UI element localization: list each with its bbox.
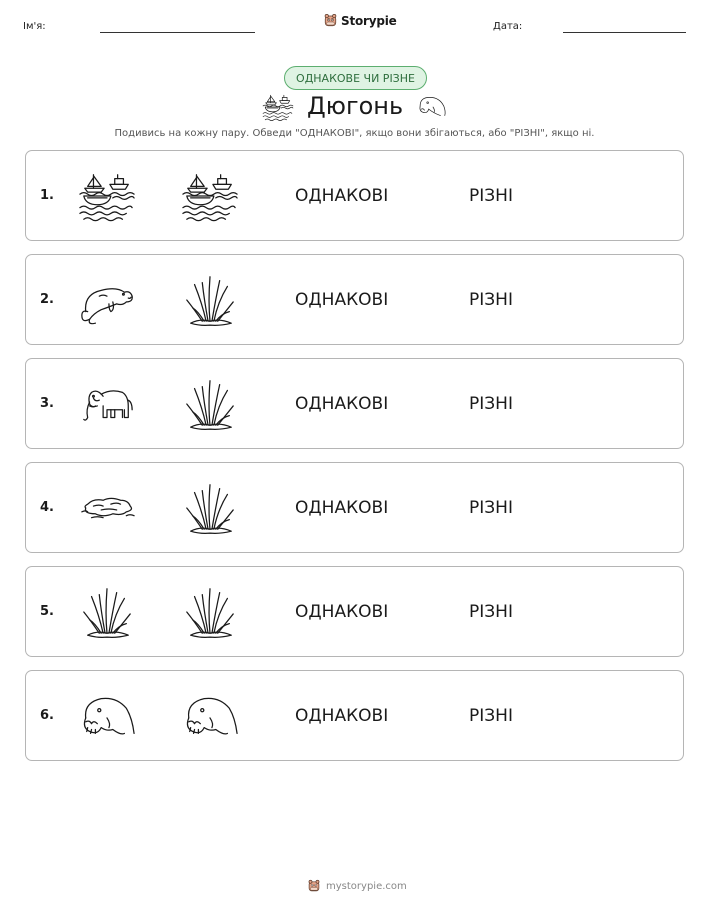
name-field[interactable] [100, 32, 255, 33]
water-puddle-icon [78, 480, 136, 536]
different-option[interactable]: РІЗНІ [469, 706, 513, 726]
brand-logo [323, 13, 397, 28]
row-number: 4. [40, 500, 54, 515]
footer-link[interactable]: mystorypie.com [326, 880, 407, 892]
same-option[interactable]: ОДНАКОВІ [295, 186, 389, 206]
seagrass-icon [181, 376, 239, 432]
different-option[interactable]: РІЗНІ [469, 602, 513, 622]
boats-icon [262, 92, 294, 122]
row-number: 3. [40, 396, 54, 411]
seagrass-icon [78, 584, 136, 640]
worksheet-type-badge: ОДНАКОВЕ ЧИ РІЗНЕ [284, 66, 427, 90]
exercise-row-2 [25, 254, 684, 345]
storypie-mascot-icon [323, 13, 338, 28]
footer [307, 879, 407, 893]
row-number: 1. [40, 188, 54, 203]
same-option[interactable]: ОДНАКОВІ [295, 602, 389, 622]
elephant-icon [78, 376, 136, 432]
row-number: 2. [40, 292, 54, 307]
instructions: Подивись на кожну пару. Обведи "ОДНАКОВІ", якщо вони збігаються, або "РІЗНІ", якщо ні. [114, 128, 595, 139]
date-label: Дата: [493, 21, 523, 32]
different-option[interactable]: РІЗНІ [469, 186, 513, 206]
name-label: Ім'я: [23, 21, 46, 32]
exercise-row-6 [25, 670, 684, 761]
exercise-row-3 [25, 358, 684, 449]
dugong-icon [416, 92, 450, 122]
seagrass-icon [181, 480, 239, 536]
exercise-row-4 [25, 462, 684, 553]
dugong-head-icon [78, 688, 136, 744]
same-option[interactable]: ОДНАКОВІ [295, 394, 389, 414]
title-row [0, 90, 709, 124]
brand-name: Storypie [341, 13, 397, 28]
same-option[interactable]: ОДНАКОВІ [295, 706, 389, 726]
date-field[interactable] [563, 32, 686, 33]
same-option[interactable]: ОДНАКОВІ [295, 498, 389, 518]
boats-icon [181, 168, 239, 224]
different-option[interactable]: РІЗНІ [469, 290, 513, 310]
seagrass-icon [181, 584, 239, 640]
seagrass-icon [181, 272, 239, 328]
same-option[interactable]: ОДНАКОВІ [295, 290, 389, 310]
storypie-mascot-icon [307, 879, 321, 893]
row-number: 5. [40, 604, 54, 619]
exercise-row-1 [25, 150, 684, 241]
row-number: 6. [40, 708, 54, 723]
boats-icon [78, 168, 136, 224]
different-option[interactable]: РІЗНІ [469, 498, 513, 518]
different-option[interactable]: РІЗНІ [469, 394, 513, 414]
manatee-icon [78, 272, 136, 328]
dugong-head-icon [181, 688, 239, 744]
page-title: Дюгонь [307, 92, 404, 120]
exercise-row-5 [25, 566, 684, 657]
